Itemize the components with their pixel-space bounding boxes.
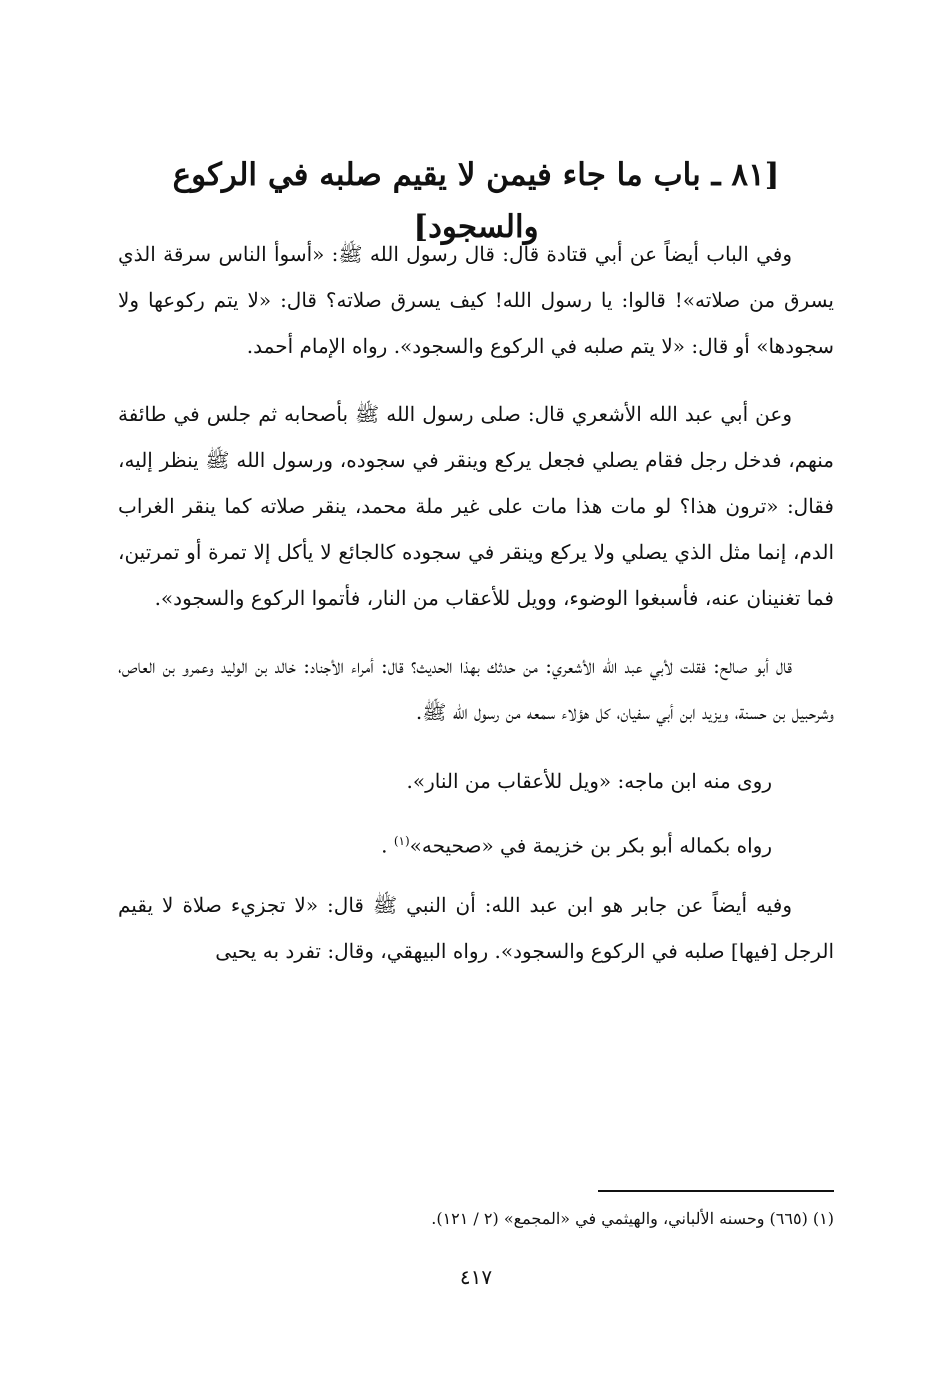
- page-number: ٤١٧: [459, 1265, 493, 1289]
- paragraph-ibn-khuzaymah: [118, 819, 834, 869]
- ibn-khuzaymah-text: رواه بكماله أبو بكر بن خزيمة في «صحيحه»: [409, 833, 772, 858]
- paragraph-jabir: وفيه أيضاً عن جابر هو ابن عبد الله: أن النبي ﷺ قال: «لا تجزيء صلاة لا يقيم الرجل [فيها] صلبه في الركوع والسجود». رواه البيهقي، وقال: تفرد به يحيى: [118, 893, 834, 964]
- body-text: [118, 232, 834, 998]
- paragraph-abu-abdullah-ashari: وعن أبي عبد الله الأشعري قال: صلى رسول الله ﷺ بأصحابه ثم جلس في طائفة منهم، فدخل رجل فقام يصلي فجعل يركع وينقر في سجوده، ورسول الله ﷺ ينظر إليه، فقال: «ترون هذا؟ لو مات هذا مات على غير ملة محمد، ينقر صلاته كما ينقر الغراب الدم، إنما مثل الذي يصلي ولا يركع وينقر في سجوده كالجائع لا يأكل إلا تمرة أو تمرتين، فما تغنينان عنه، فأسبغوا الوضوء، وويل للأعقاب من النار، فأتموا الركوع والسجود».: [118, 402, 834, 610]
- chapter-title: [٨١ ـ باب ما جاء فيمن لا يقيم صلبه في الركوع والسجود]: [172, 156, 780, 245]
- paragraph-abu-qatada: وفي الباب أيضاً عن أبي قتادة قال: قال رسول الله ﷺ: «أسوأ الناس سرقة الذي يسرق من صلاته»! قالوا: يا رسول الله! كيف يسرق صلاته؟ قال: «لا يتم ركوعها ولا سجودها» أو قال: «لا يتم صلبه في الركوع والسجود». رواه الإمام أحمد.: [118, 242, 834, 358]
- footnote-divider: [598, 1190, 834, 1192]
- paragraph-abu-salih: قال أبو صالح: فقلت لأبي عبد الله الأشعري: من حدثك بهذا الحديث؟ قال: أمراء الأجناد: خالد بن الوليد وعمرو بن العاص، وشرحبيل بن حسنة، ويزيد ابن أبي سفيان، كل هؤلاء سمعه من رسول الله ﷺ.: [118, 654, 834, 725]
- footnote-reference[interactable]: (١): [393, 833, 410, 848]
- sentence-end: .: [381, 833, 388, 858]
- paragraph-ibn-majah: روى منه ابن ماجه: «ويل للأعقاب من النار».: [406, 768, 772, 793]
- footnote: (١) (٦٦٥) وحسنه الألباني، والهيثمي في «المجمع» (٢ / ١٢١).: [431, 1209, 834, 1228]
